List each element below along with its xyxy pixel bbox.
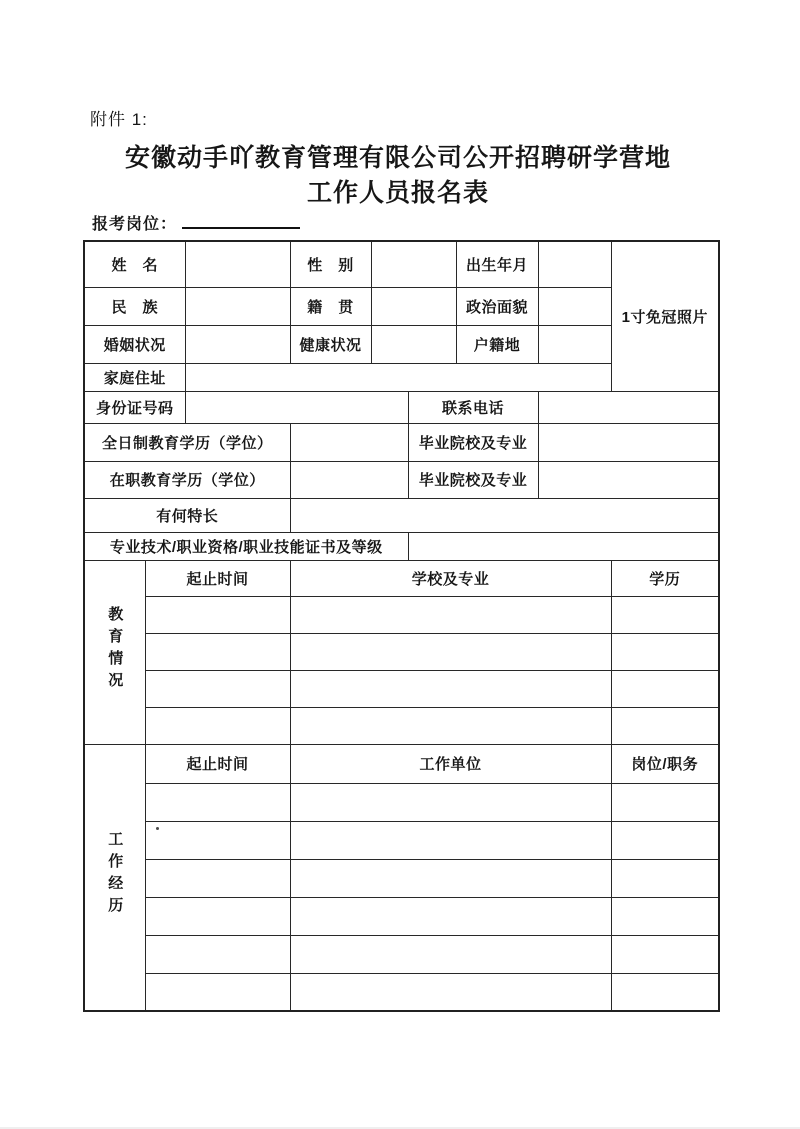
household-value-cell[interactable] — [538, 325, 611, 363]
work-header-row — [84, 744, 719, 783]
ethnic-value-cell[interactable] — [185, 287, 290, 325]
education-col-degree: 学历 — [611, 560, 719, 596]
work-employer-cell[interactable] — [290, 821, 611, 859]
gender-label: 性 别 — [290, 241, 371, 287]
form-title — [0, 141, 796, 211]
form-title-line1: 安徽动手吖教育管理有限公司公开招聘研学营地 — [124, 144, 671, 172]
work-period-cell[interactable] — [145, 859, 290, 897]
education-header-row — [84, 560, 719, 596]
work-period-cell[interactable] — [145, 783, 290, 821]
row-specialty — [84, 498, 719, 532]
work-col-position: 岗位/职务 — [611, 744, 719, 783]
work-period-cell[interactable] — [145, 973, 290, 1011]
work-position-cell[interactable] — [611, 859, 719, 897]
work-position-cell[interactable] — [611, 821, 719, 859]
address-value-cell[interactable] — [185, 363, 611, 391]
education-row — [84, 596, 719, 633]
education-period-cell[interactable] — [145, 670, 290, 707]
application-form-table — [83, 240, 720, 1012]
row-id — [84, 391, 719, 423]
work-employer-cell[interactable] — [290, 935, 611, 973]
health-label: 健康状况 — [290, 325, 371, 363]
work-position-cell[interactable] — [611, 935, 719, 973]
work-employer-cell[interactable] — [290, 859, 611, 897]
gender-value-cell[interactable] — [371, 241, 456, 287]
health-value-cell[interactable] — [371, 325, 456, 363]
fulltime-edu-label: 全日制教育学历（学位） — [84, 423, 290, 461]
education-period-cell[interactable] — [145, 633, 290, 670]
education-school-cell[interactable] — [290, 707, 611, 744]
specialty-label: 有何特长 — [84, 498, 290, 532]
ethnic-label: 民 族 — [84, 287, 185, 325]
row-inservice-edu — [84, 461, 719, 498]
photo-cell[interactable] — [611, 241, 719, 391]
work-section-label: 工作经历 — [106, 831, 124, 920]
education-degree-cell[interactable] — [611, 670, 719, 707]
work-row — [84, 935, 719, 973]
marital-value-cell[interactable] — [185, 325, 290, 363]
inservice-edu-label: 在职教育学历（学位） — [84, 461, 290, 498]
fulltime-edu-value-cell[interactable] — [290, 423, 408, 461]
work-row — [84, 973, 719, 1011]
work-position-cell[interactable] — [611, 783, 719, 821]
attachment-label: 附件 1: — [90, 110, 148, 129]
inservice-school-value-cell[interactable] — [538, 461, 719, 498]
name-label: 姓 名 — [84, 241, 185, 287]
address-label: 家庭住址 — [84, 363, 185, 391]
fulltime-school-value-cell[interactable] — [538, 423, 719, 461]
specialty-value-cell[interactable] — [290, 498, 719, 532]
education-school-cell[interactable] — [290, 596, 611, 633]
work-row — [84, 897, 719, 935]
education-degree-cell[interactable] — [611, 707, 719, 744]
work-row — [84, 821, 719, 859]
phone-label: 联系电话 — [408, 391, 538, 423]
education-row — [84, 633, 719, 670]
row-fulltime-edu — [84, 423, 719, 461]
household-label: 户籍地 — [456, 325, 538, 363]
name-value-cell[interactable] — [185, 241, 290, 287]
work-employer-cell[interactable] — [290, 973, 611, 1011]
native-place-label: 籍 贯 — [290, 287, 371, 325]
work-col-period: 起止时间 — [145, 744, 290, 783]
row-name — [84, 241, 719, 287]
education-col-period: 起止时间 — [145, 560, 290, 596]
education-period-cell[interactable] — [145, 707, 290, 744]
education-school-cell[interactable] — [290, 633, 611, 670]
education-row — [84, 707, 719, 744]
inservice-edu-value-cell[interactable] — [290, 461, 408, 498]
certificate-value-cell[interactable] — [408, 532, 719, 560]
work-period-cell[interactable] — [145, 821, 290, 859]
apply-position-input[interactable] — [182, 212, 300, 229]
marital-label: 婚姻状况 — [84, 325, 185, 363]
education-period-cell[interactable] — [145, 596, 290, 633]
education-degree-cell[interactable] — [611, 596, 719, 633]
apply-position-row — [92, 211, 300, 234]
row-certificate — [84, 532, 719, 560]
birth-label: 出生年月 — [456, 241, 538, 287]
work-position-cell[interactable] — [611, 973, 719, 1011]
political-value-cell[interactable] — [538, 287, 611, 325]
education-section-cell — [84, 560, 145, 744]
work-col-employer: 工作单位 — [290, 744, 611, 783]
political-label: 政治面貌 — [456, 287, 538, 325]
fulltime-school-label: 毕业院校及专业 — [408, 423, 538, 461]
work-employer-cell[interactable] — [290, 897, 611, 935]
native-place-value-cell[interactable] — [371, 287, 456, 325]
education-row — [84, 670, 719, 707]
id-value-cell[interactable] — [185, 391, 408, 423]
phone-value-cell[interactable] — [538, 391, 719, 423]
scan-speck — [156, 827, 159, 830]
certificate-label: 专业技术/职业资格/职业技能证书及等级 — [84, 532, 408, 560]
education-section-label: 教育情况 — [106, 606, 124, 694]
birth-value-cell[interactable] — [538, 241, 611, 287]
education-col-school: 学校及专业 — [290, 560, 611, 596]
work-period-cell[interactable] — [145, 935, 290, 973]
work-row — [84, 859, 719, 897]
work-section-cell — [84, 744, 145, 1011]
work-period-cell[interactable] — [145, 897, 290, 935]
work-position-cell[interactable] — [611, 897, 719, 935]
form-title-line2: 工作人员报名表 — [306, 179, 489, 207]
inservice-school-label: 毕业院校及专业 — [408, 461, 538, 498]
education-degree-cell[interactable] — [611, 633, 719, 670]
education-school-cell[interactable] — [290, 670, 611, 707]
apply-position-label: 报考岗位： — [92, 216, 178, 233]
work-row — [84, 783, 719, 821]
work-employer-cell[interactable] — [290, 783, 611, 821]
photo-label: 1寸免冠照片 — [621, 308, 708, 326]
id-label: 身份证号码 — [84, 391, 185, 423]
